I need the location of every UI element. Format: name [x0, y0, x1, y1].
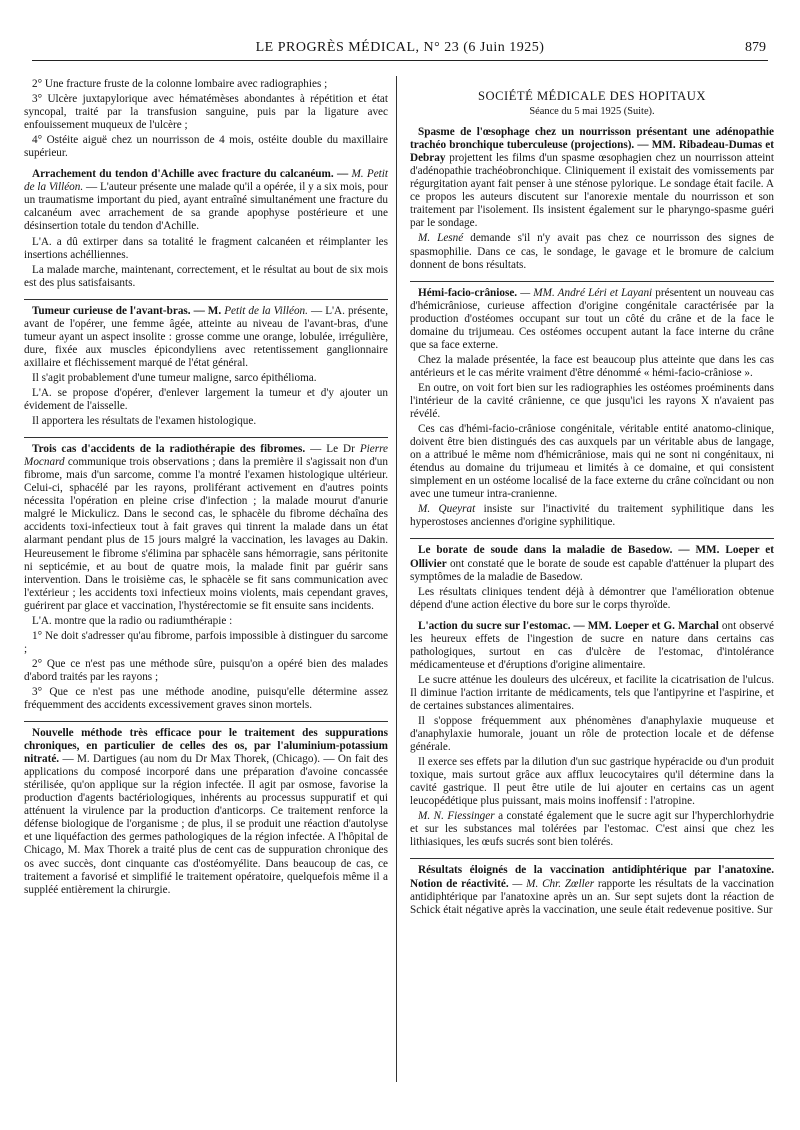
- article-text: — L'A. présente, avant de l'opérer, une femme âgée, atteinte au niveau de l'avant-bras, d'une tumeur ayant un aspect insolite : grosse comme une orange, lobulée, irrégulière, dure, fixée aux muscles épicondyliens avec retentissement ganglionnaire axillaire et fléchissement marqué de l'état général.: [24, 304, 389, 369]
- page-header: [32, 40, 768, 61]
- section-subtitle: Séance du 5 mai 1925 (Suite).: [529, 106, 655, 118]
- paragraph: En outre, on voit fort bien sur les radiographies les ostéomes proéminents dans l'intérieur de la cavité crânienne, ce que jusqu'ici les rayons X n'avaient pas révélé.: [410, 381, 774, 421]
- article-text: — M. Dartigues (au nom du Dr Max Thorek, (Chicago). — On fait des applications du composé incorporé dans une préparation d'avoine concassée stérilisée, qu'on applique sur la région infectée. Il agit par osmose, favorise la production d'agents bactériologiques, inhérents au processus suppuratif et qui atténuent la virulence par la production d'anticorps. Ce traitement renforce la défense biologique de l'organisme ; de plus, il se produit une réaction d'autolyse et une liquéfaction des germes pathologiques de la région infectée. A l'hôpital de Chicago, M. Max Thorek a traité plus de cent cas de suppuration chronique des os avec succès, dont cinquante cas d'ostéomyélite. Dans beaucoup de cas, ce traitement a favorisé et simplifié le traitement opératoire, quelquefois même il a suppléé entièrement la chirurgie.: [24, 753, 389, 896]
- article-author: M. Queyrat: [418, 503, 476, 516]
- list-item: 2° Une fracture fruste de la colonne lombaire avec radiographies ;: [32, 78, 328, 90]
- article-author: M. Lesné: [418, 232, 464, 245]
- article-author: — M. Chr. Zœller: [512, 877, 595, 890]
- article-title: Trois cas d'accidents de la radiothérapie des fibromes.: [32, 443, 306, 456]
- paragraph: Il s'agit probablement d'une tumeur maligne, sarco épithélioma.: [32, 371, 317, 384]
- paragraph: 1° Ne doit s'adresser qu'au fibrome, parfois impossible à distinguer du sarcome ;: [24, 629, 388, 655]
- article-author: M. Petit de la Villéon.: [24, 168, 388, 194]
- paragraph: Il s'oppose fréquemment aux phénomènes d'anaphylaxie muqueuse et d'anaphylaxie humorale, jouant un rôle de protection locale et de défense générale.: [410, 715, 774, 754]
- list-item: 3° Ulcère juxtapylorique avec hématémèses abondantes à répétition et état syncopal, traité par la transfusion sanguine, puis par la ligature avec enfouissement muqueux de l'ulcère ;: [24, 93, 388, 132]
- right-column: [410, 78, 774, 919]
- article-text: communique trois observations ; dans la première il s'agissait non d'un fibrome, mais d'un sarcome, comme l'a montré l'examen histologique ultérieur. Celui-ci, sphacélé par les rayons, proliférant activement en d'autres points nécessita l'opération en pleine crise d'infection ; la malade mourut d'anurie malgré le Mickulicz. Dans le second cas, le sphacèle du fibrome déchaîna des accidents toxi-infectieux tout à fait graves qui tinrent la malade dans un état alarmant pendant plus de 15 jours malgré la vaccination, les lavages au Dakin. Heureusement le fibrome s'élimina par sphacèle sans hémorragie, sans péritonite ni septicémie, et au bout de quatre mois, la malade finit par guérir sans intervention. Dans le troisième cas, le sphacèle se fit sans communication avec l'extérieur ; les accidents toxi infectieux moins violents, mais cependant graves, guérirent par glace et vaccination, l'hystérectomie se fit ensuite sans incidents.: [24, 456, 388, 612]
- paragraph: Ces cas d'hémi-facio-crâniose congénitale, véritable entité anatomo-clinique, doivent être bien distingués des cas auxquels par un véritable abus de langage, on a attribué le même nom d'hémicrâniose, mais qui ne sont ni congénitaux, ni étendus au domaine du trijumeau et limités à ce domaine, et qui consistent simplement en un ostéome localisé de la face externe du crâne coïncidant ou non avec une tumeur intra-cranienne.: [410, 423, 774, 501]
- paragraph: L'A. se propose d'opérer, d'enlever largement la tumeur et d'y ajouter un évidement de l'aisselle.: [24, 386, 388, 413]
- paragraph: Chez la malade présentée, la face est beaucoup plus atteinte que dans les cas antérieurs et le cas mérite vraiment d'être dénommé « hémi-facio-crâniose ».: [410, 353, 774, 379]
- article-suppurations: [24, 721, 388, 897]
- journal-title: LE PROGRÈS MÉDICAL, N° 23 (6 Juin 1925): [255, 40, 545, 55]
- left-column: [24, 78, 388, 899]
- article-vaccination: [410, 858, 774, 916]
- article-text: a constaté également que le sucre agit sur l'hyperchlorhydrie et sur les substances mal tolérées par l'estomac. C'est ainsi que chez les lithiasiques, les œufs sucrés sont bien tolérés.: [410, 810, 774, 849]
- page-number: 879: [745, 40, 766, 55]
- article-text: — L'auteur présente une malade qu'il a opérée, il y a six mois, pour un traumatisme important du pied, ayant entraîné simultanément une fracture du calcanéum avec arrachement de sa grande apophyse postérieure et une désinsertion totale du tendon d'Achille.: [24, 181, 389, 233]
- article-spasme: [410, 126, 774, 272]
- paragraph: La malade marche, maintenant, correctement, et le résultat au bout de six mois est des plus satisfaisants.: [24, 263, 388, 289]
- article-text: ont constaté que le borate de soude est capable d'atténuer la plupart des symptômes de la maladie de Basedow.: [410, 557, 774, 583]
- article-sucre: [410, 618, 774, 850]
- paragraph: 3° Que ce n'est pas une méthode anodine, puisqu'elle détermine assez fréquemment des accidents excessivement graves sinon mortels.: [24, 685, 388, 712]
- article-title: Le borate de soude dans la maladie de Basedow. — MM. Loeper et Ollivier: [410, 544, 774, 570]
- article-title: L'action du sucre sur l'estomac. — MM. Loeper et G. Marchal: [418, 619, 719, 632]
- article-text: rapporte les résultats de la vaccination antidiphtérique par l'anatoxine après un an. Sur sept sujets dont la réaction de Schick était négative après la vaccination, une seule était redevenue positive. Sur: [410, 877, 775, 916]
- article-achille: [24, 166, 388, 289]
- article-basedow: [410, 538, 774, 611]
- article-author: Petit de la Villéon.: [224, 304, 308, 317]
- article-author: M. N. Fiessinger: [418, 810, 495, 823]
- article-text: projettent les films d'un spasme œsophagien chez un nourrisson atteint d'adénopathie trachéobronchique. Cliniquement il existait des vomissements par régurgitation ayant fait penser à une sténose pylorique. Le sondage était facile. A ce propos les auteurs discutent sur l'anorexie mentale du nourrisson et son traitement par l'isolement. Ils insistent également sur le pharyngo-spasme guéri par le sondage.: [410, 152, 775, 230]
- article-title: Arrachement du tendon d'Achille avec fracture du calcanéum. —: [32, 168, 349, 181]
- paragraph: 2° Que ce n'est pas une méthode sûre, puisqu'on a opéré bien des malades d'abord traités par les rayons ;: [24, 657, 388, 683]
- list-item: 4° Ostéite aiguë chez un nourrisson de 4 mois, ostéite double du maxillaire supérieur.: [24, 134, 388, 160]
- article-title: Résultats éloignés de la vaccination antidiphtérique par l'anatoxine. Notion de réactivité.: [410, 864, 774, 890]
- paragraph: L'A. a dû extirper dans sa totalité le fragment calcanéen et réimplanter les insertions achélliennes.: [24, 235, 388, 261]
- article-title: Nouvelle méthode très efficace pour le traitement des suppurations chroniques, en particulier de celles des os, par l'aluminium-potassium nitraté.: [24, 727, 388, 766]
- paragraph: L'A. montre que la radio ou radiumthérapie :: [32, 614, 233, 627]
- article-text: ont observé les heureux effets de l'ingestion de sucre en nature dans certains cas pathologiques, surtout en cas d'ulcère de l'estomac, d'intolérance médicamenteuse et d'éruptions d'origine alimentaire.: [410, 619, 775, 671]
- article-text: présentent un nouveau cas d'hémicrâniose, curieuse affection d'origine congénitale caractérisée par la production d'ostéomes occupant sur tout un côté du crâne et de la face le domaine du trijumeau. Ces ostéomes occupent autant la face interne du crâne que sa face externe.: [410, 286, 775, 351]
- paragraph: Il exerce ses effets par la dilution d'un suc gastrique hypéracide ou d'un produit toxique, mais surtout grâce aux afflux leucocytaires qu'il détermine dans la cavité gastrique. Il peut être utile de lui ajouter en certains cas un agent leucopédétique plus puissant, mais moins inoffensif : l'atropine.: [410, 756, 774, 808]
- article-title: Tumeur curieuse de l'avant-bras. — M.: [32, 304, 222, 317]
- article-fibromes: [24, 437, 388, 712]
- section-title: SOCIÉTÉ MÉDICALE DES HOPITAUX: [478, 89, 706, 103]
- article-title: Hémi-facio-crâniose.: [418, 286, 518, 299]
- article-title: Spasme de l'œsophage chez un nourrisson présentant une adénopathie trachéo bronchique tuberculeuse (projections). — MM. Ribadeau-Dumas et Debray: [410, 126, 774, 165]
- article-avant-bras: [24, 299, 388, 428]
- paragraph: Les résultats cliniques tendent déjà à démontrer que l'amélioration obtenue dépend d'une action élective du bore sur le corps thyroïde.: [410, 585, 774, 611]
- article-text: demande s'il n'y avait pas chez ce nourrisson des signes de spasmophilie. Dans ce cas, le sondage, le gavage et le bromure de calcium donnent de bons résultats.: [410, 232, 775, 271]
- article-text: insiste sur l'inactivité du traitement syphilitique dans les hyperostoses anciennes d'origine syphilitique.: [410, 503, 774, 529]
- article-author: — MM. André Léri et Layani: [520, 286, 653, 299]
- paragraph: Il apportera les résultats de l'examen histologique.: [32, 415, 257, 428]
- column-divider: [396, 76, 397, 1082]
- article-hemi-facio-craniose: [410, 281, 774, 530]
- paragraph: Le sucre atténue les douleurs des ulcéreux, et facilite la cicatrisation de l'ulcus. Il diminue l'action irritante de médicaments, tels que l'antipyrine et l'aspirine, et de certaines substances alimentaires.: [410, 673, 774, 712]
- article-author: Pierre Mocnard: [24, 443, 389, 469]
- article-intro: — Le Dr: [310, 443, 355, 456]
